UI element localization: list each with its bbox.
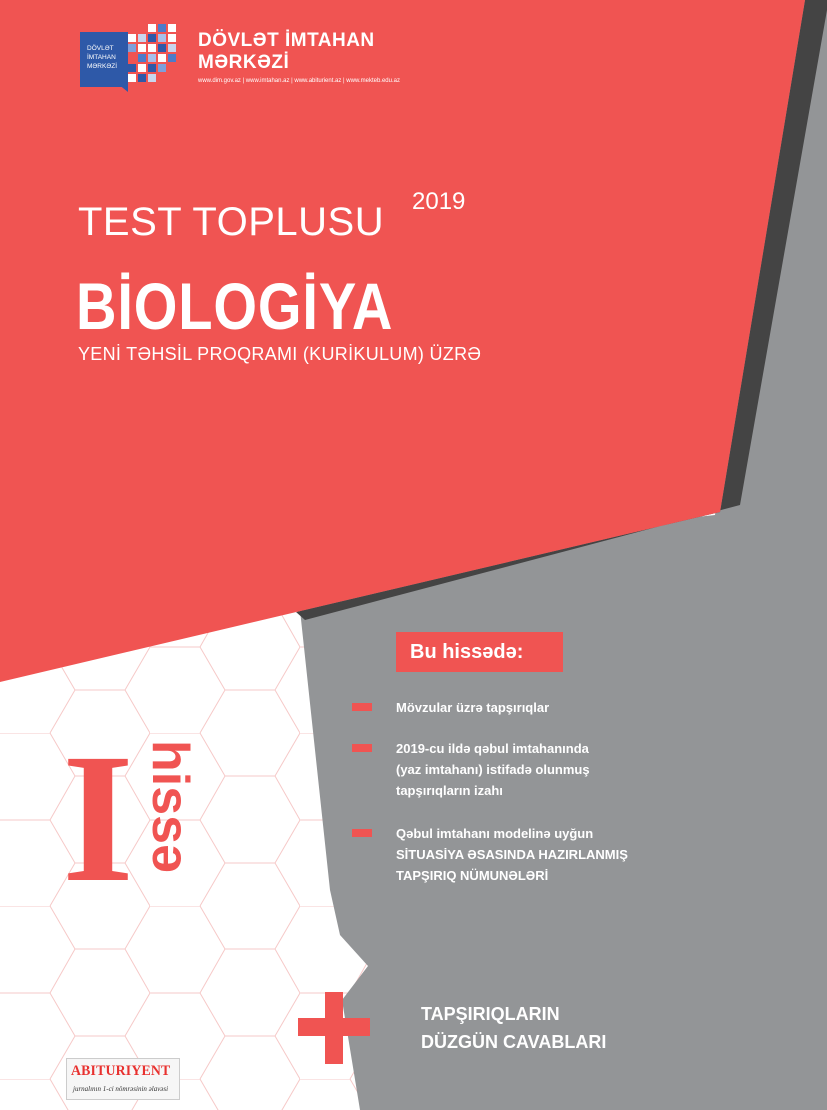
bullet-2-line-1: 2019-cu ildə qəbul imtahanında [396, 741, 589, 756]
publisher-name: ABITURIYENT [71, 1063, 171, 1079]
answers-line-1: TAPŞIRIQLARIN [421, 1004, 560, 1024]
subject-title: BİOLOGİYA [76, 269, 394, 343]
bullet-3-line-2: SİTUASİYA ƏSASINDA HAZIRLANMIŞ [396, 847, 628, 862]
logo-badge-tail [118, 84, 128, 92]
bullet-item-2 [396, 738, 726, 801]
answers-note [421, 1000, 606, 1056]
bullet-marker-2 [352, 744, 372, 752]
part-numeral: I [62, 716, 134, 921]
bullet-item-3 [396, 823, 726, 886]
publisher-logo [66, 1058, 180, 1100]
bullet-2-line-3: tapşırıqların izahı [396, 783, 503, 798]
program-subtitle: YENİ TƏHSİL PROQRAMI (KURİKULUM) ÜZRƏ [78, 344, 482, 364]
bullet-2-line-2: (yaz imtahanı) istifadə olunmuş [396, 762, 590, 777]
publisher-subtitle: jurnalının 1-ci nömrəsinin əlavəsi [73, 1085, 169, 1093]
org-name [198, 30, 375, 74]
section-heading: Bu hissədə: [396, 632, 563, 672]
org-name-line-1: DÖVLƏT İMTAHAN [198, 30, 375, 51]
website-list: www.dim.gov.az | www.imtahan.az | www.abiturient.az | www.mekteb.edu.az [198, 78, 400, 84]
logo-line-1: DÖVLƏT [87, 45, 114, 52]
part-word: hissə [141, 740, 199, 873]
bullet-1-line-1: Mövzular üzrə tapşırıqlar [396, 700, 550, 715]
logo-line-2: İMTAHAN [87, 54, 116, 61]
book-year: 2019 [412, 188, 466, 215]
bullet-3-line-3: TAPŞIRIQ NÜMUNƏLƏRİ [396, 868, 549, 883]
plus-icon [298, 992, 370, 1064]
logo-line-3: MƏRKƏZİ [87, 63, 118, 70]
org-name-line-2: MƏRKƏZİ [198, 52, 290, 73]
logo-pixel-grid [128, 22, 180, 88]
bullet-marker-1 [352, 703, 372, 711]
logo-badge [80, 32, 128, 87]
answers-line-2: DÜZGÜN CAVABLARI [421, 1032, 607, 1052]
bullet-marker-3 [352, 829, 372, 837]
book-kicker: TEST TOPLUSU [78, 200, 385, 244]
bullet-item-1 [396, 697, 726, 718]
bullet-3-line-1: Qəbul imtahanı modelinə uyğun [396, 826, 594, 841]
